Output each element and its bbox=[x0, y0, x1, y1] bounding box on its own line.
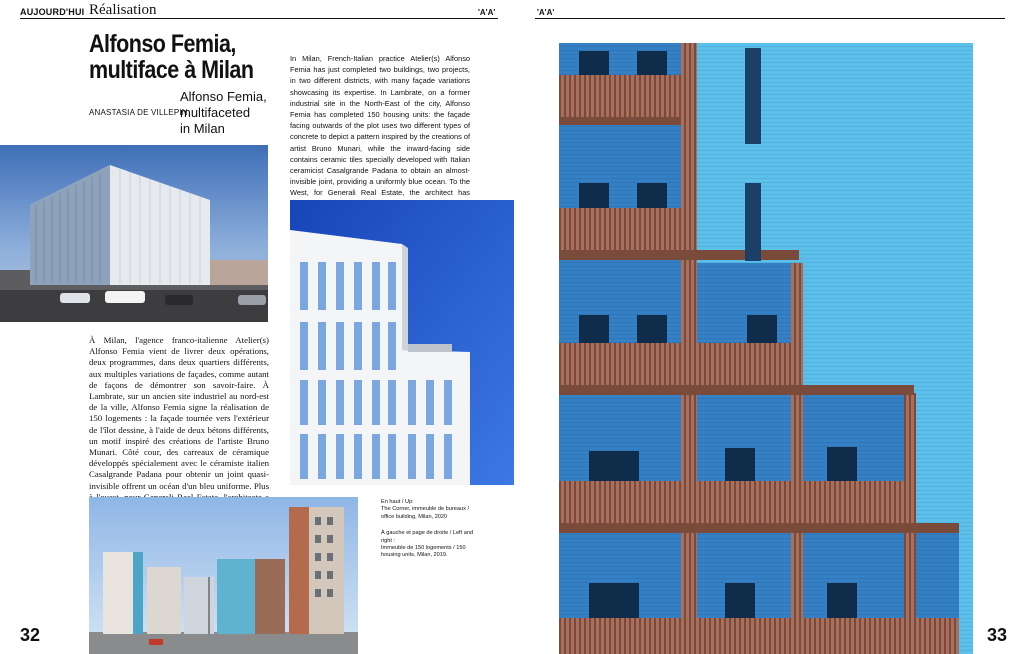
subtitle-line-1: Alfonso Femia, bbox=[180, 89, 267, 104]
english-subtitle bbox=[180, 89, 267, 137]
title-line-1: Alfonso Femia, bbox=[89, 30, 236, 58]
blue-facade-illustration bbox=[559, 43, 973, 654]
french-body-text: À Milan, l'agence franco-italienne Atelier(s) Alfonso Femia vient de livrer deux opérations, deux programmes, dans deux quartiers différents, aux multiples variations de façades, comme autant de façons de démontrer son savoir-faire. À Lambrate, sur un ancien site industriel au nord-est de la ville, Alfonso Femia signe la réalisation de 150 logements : la façade tournée vers l'extérieur de l'îlot dessine, à l'aide de deux bétons différents, un motif inspiré des créations de l'artiste Bruno Munari. Côté cour, des carreaux de céramique développés spécialement avec le céramiste italien Casalgrande Padana pour obtenir un joint quasi-invisible offrent un océan d'un bleu uniforme. Plus bbox=[89, 335, 269, 491]
caption-block bbox=[381, 499, 476, 560]
caption-up-label: En haut / Up: bbox=[381, 499, 414, 505]
title-line-2: multiface à Milan bbox=[89, 56, 254, 84]
article-title bbox=[89, 31, 278, 83]
office-building-illustration bbox=[0, 145, 268, 322]
header-rule-right bbox=[535, 18, 1005, 19]
white-facade-photo bbox=[290, 200, 514, 485]
white-facade-illustration bbox=[290, 200, 514, 485]
caption-up-text: The Corner, immeuble de bureaux / office building, Milan, 2020 bbox=[381, 506, 469, 520]
magazine-logo-left: 'A'A' bbox=[478, 8, 496, 17]
housing-complex-photo bbox=[89, 497, 358, 654]
author-byline: ANASTASIA DE VILLEPIN bbox=[89, 108, 188, 117]
caption-left-label: À gauche et page de droite / Left and right : bbox=[381, 530, 474, 544]
subtitle-line-2: multifaceted bbox=[180, 105, 251, 120]
caption-left-text: Immeuble de 150 logements / 150 housing units, Milan, 2019. bbox=[381, 545, 466, 559]
office-building-photo bbox=[0, 145, 268, 322]
page-number-left: 32 bbox=[20, 625, 41, 645]
blue-facade-photo bbox=[559, 43, 973, 654]
magazine-logo-right: 'A'A' bbox=[537, 8, 555, 17]
category-label: Réalisation bbox=[89, 2, 157, 18]
housing-complex-illustration bbox=[89, 497, 358, 654]
page-number-right: 33 bbox=[987, 625, 1008, 645]
english-body-text: In Milan, French-Italian practice Atelier(s) Alfonso Femia has just completed two buildings, two projects, in two different districts, with many façade variations showcasing its expertise. In Lambrate, on a former industrial site in the North-East of the city, Alfonso Femia has completed 150 housing units: the façade facing outwards of the plot uses two different types of concrete to depict a pattern inspired by the creations of artist Bruno Munari, while the inward-facing side contains ceramic tiles specially developed with Italian ceramicist Casalgrande Padana to obtain an almost-invisible joint, providing a uniformly blue ocean. To the West, for Generali Real Estate, the architect has bbox=[290, 54, 470, 198]
section-label: AUJOURD'HUI bbox=[20, 7, 85, 17]
subtitle-line-3: in Milan bbox=[180, 121, 225, 136]
